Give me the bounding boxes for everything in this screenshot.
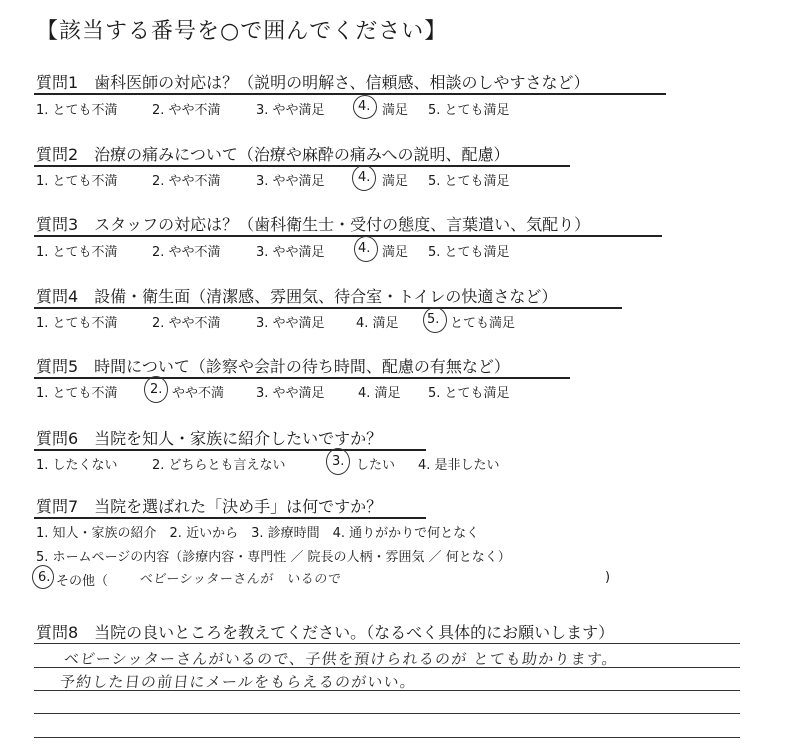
question-4: 質問4 設備・衛生面（清潔感、雰囲気、待合室・トイレの快適さなど） [36, 287, 558, 306]
q3-selected-circle [354, 236, 378, 262]
q4-option-5-label[interactable]: とても満足 [450, 316, 516, 331]
q5-option-2-number[interactable]: 2. [150, 382, 163, 397]
q5-option-5[interactable]: 5. とても満足 [428, 386, 510, 401]
question-4-underline [34, 307, 622, 309]
q7-other-handwritten: ベビーシッターさんが いるので [139, 572, 343, 587]
q5-option-2-label[interactable]: やや不満 [172, 386, 225, 401]
q6-option-3-number[interactable]: 3. [332, 454, 345, 469]
q1-option-3[interactable]: 3. やや満足 [256, 103, 325, 118]
question-5-underline [34, 377, 570, 379]
q3-option-1[interactable]: 1. とても不満 [36, 245, 118, 260]
q6-option-1[interactable]: 1. したくない [36, 458, 118, 473]
answer-line-5 [34, 737, 740, 738]
question-6-underline [34, 449, 426, 451]
q5-option-1[interactable]: 1. とても不満 [36, 386, 118, 401]
question-2: 質問2 治療の痛みについて（治療や麻酔の痛みへの説明、配慮） [36, 145, 510, 164]
q2-option-4-label[interactable]: 満足 [382, 174, 409, 189]
q5-option-3[interactable]: 3. やや満足 [256, 386, 325, 401]
q4-selected-circle [423, 307, 447, 333]
q4-option-1[interactable]: 1. とても不満 [36, 316, 118, 331]
q6-option-4[interactable]: 4. 是非したい [418, 458, 500, 473]
q7-other-close-paren: ) [605, 570, 611, 585]
q6-option-3-label[interactable]: したい [356, 458, 396, 473]
q3-option-3[interactable]: 3. やや満足 [256, 245, 325, 260]
question-5: 質問5 時間について（診察や会計の待ち時間、配慮の有無など） [36, 357, 510, 376]
q5-option-4[interactable]: 4. 満足 [358, 386, 401, 401]
question-3-underline [34, 235, 662, 237]
q2-selected-circle [352, 165, 376, 191]
q2-option-5[interactable]: 5. とても満足 [428, 174, 510, 189]
q7-options-row-1[interactable]: 1. 知人・家族の紹介 2. 近いから 3. 診療時間 4. 通りがかりで何となく [36, 526, 480, 541]
question-3: 質問3 スタッフの対応は？（歯科衛生士・受付の態度、言葉遣い、気配り） [36, 215, 591, 234]
q3-option-5[interactable]: 5. とても満足 [428, 245, 510, 260]
page-title: 【該当する番号を○で囲んでください】 [36, 19, 448, 44]
question-7-underline [34, 517, 426, 519]
q3-option-2[interactable]: 2. やや不満 [152, 245, 221, 260]
q4-option-3[interactable]: 3. やや満足 [256, 316, 325, 331]
q1-option-5[interactable]: 5. とても満足 [428, 103, 510, 118]
question-2-underline [34, 165, 570, 167]
q3-option-4-label[interactable]: 満足 [382, 245, 409, 260]
q6-option-2[interactable]: 2. どちらとも言えない [152, 458, 286, 473]
q6-selected-circle [326, 448, 350, 475]
q4-option-5-number[interactable]: 5. [427, 312, 440, 327]
q3-option-4-number[interactable]: 4. [358, 241, 371, 256]
q2-option-1[interactable]: 1. とても不満 [36, 174, 118, 189]
q1-option-4-number[interactable]: 4. [358, 99, 371, 114]
q1-option-1[interactable]: 1. とても不満 [36, 103, 118, 118]
q2-option-4-number[interactable]: 4. [358, 170, 371, 185]
q1-option-4-label[interactable]: 満足 [382, 103, 409, 118]
answer-line-1 [34, 643, 740, 644]
q7-option-6-number[interactable]: 6. [38, 570, 51, 585]
q7-option-6-label[interactable]: その他（ [56, 574, 109, 589]
q1-option-2[interactable]: 2. やや不満 [152, 103, 221, 118]
q1-selected-circle [353, 95, 377, 119]
q8-answer-line-1: ベビーシッターさんがいるので、子供を預けられるのが とても助かります。 [63, 650, 619, 668]
q7-selected-circle [32, 565, 54, 589]
answer-line-4 [34, 713, 740, 714]
q5-selected-circle [144, 376, 168, 403]
answer-line-2 [34, 667, 740, 668]
q4-option-4[interactable]: 4. 満足 [356, 316, 399, 331]
question-6: 質問6 当院を知人・家族に紹介したいですか？ [36, 429, 383, 448]
question-1-underline [34, 93, 666, 95]
q4-option-2[interactable]: 2. やや不満 [152, 316, 221, 331]
question-8: 質問8 当院の良いところを教えてください。（なるべく具体的にお願いします） [36, 623, 615, 642]
answer-line-3 [34, 690, 740, 691]
q7-options-row-2[interactable]: 5. ホームページの内容（診療内容・専門性 ／ 院長の人柄・雰囲気 ／ 何となく） [36, 550, 511, 565]
question-7: 質問7 当院を選ばれた「決め手」は何ですか？ [36, 497, 383, 516]
question-1: 質問1 歯科医師の対応は？（説明の明解さ、信頼感、相談のしやすさなど） [36, 73, 590, 92]
q2-option-2[interactable]: 2. やや不満 [152, 174, 221, 189]
q8-answer-line-2: 予約した日の前日にメールをもらえるのがいい。 [59, 673, 418, 691]
q2-option-3[interactable]: 3. やや満足 [256, 174, 325, 189]
